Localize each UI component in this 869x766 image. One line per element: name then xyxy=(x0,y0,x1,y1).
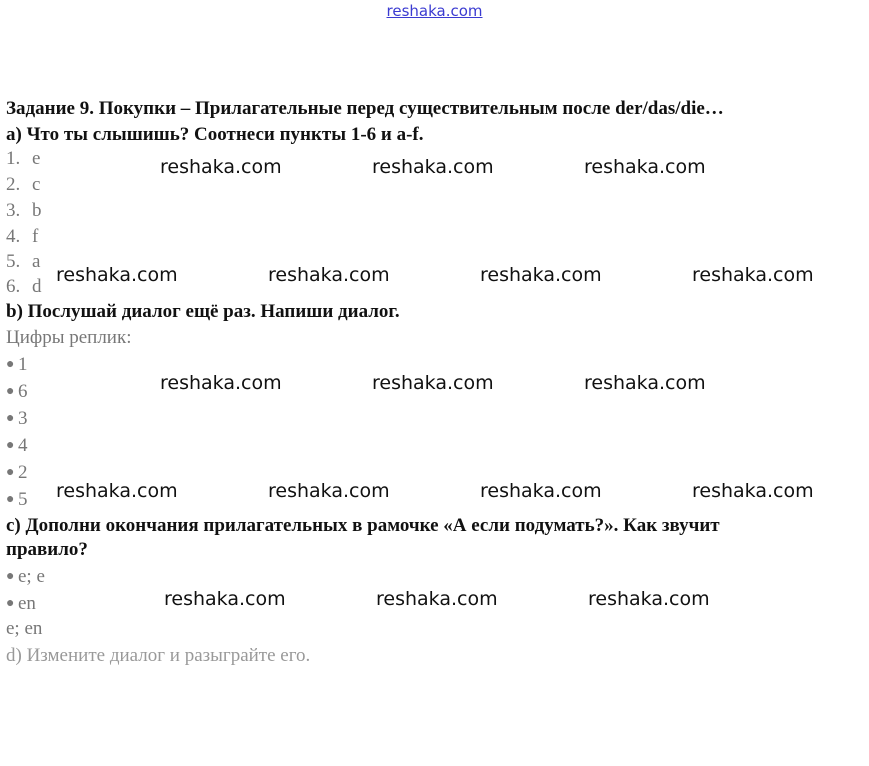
part-b-heading: b) Послушай диалог ещё раз. Напиши диалог. xyxy=(6,301,400,322)
part-c-extra: e; en xyxy=(6,618,43,639)
bullet-item: ● 3 xyxy=(6,408,28,429)
watermark: reshaka.com xyxy=(56,480,178,502)
part-c-heading-cont: правило? xyxy=(6,539,88,560)
answer-item: 2. c xyxy=(6,174,41,195)
site-link[interactable]: reshaka.com xyxy=(386,2,483,20)
watermark: reshaka.com xyxy=(164,588,286,610)
watermark: reshaka.com xyxy=(692,264,814,286)
answer-item: 1. e xyxy=(6,148,41,169)
bullet-item: ● e; e xyxy=(6,566,45,587)
watermark: reshaka.com xyxy=(56,264,178,286)
bullet-item: ● 6 xyxy=(6,381,28,402)
watermark: reshaka.com xyxy=(268,480,390,502)
watermark: reshaka.com xyxy=(584,372,706,394)
watermark: reshaka.com xyxy=(480,480,602,502)
watermark: reshaka.com xyxy=(588,588,710,610)
part-b-subtitle: Цифры реплик: xyxy=(6,327,132,348)
bullet-item: ● 2 xyxy=(6,462,28,483)
part-a-heading: a) Что ты слышишь? Соотнеси пункты 1-6 и a-f. xyxy=(6,124,424,145)
bullet-item: ● 5 xyxy=(6,489,28,510)
watermark: reshaka.com xyxy=(692,480,814,502)
watermark: reshaka.com xyxy=(372,372,494,394)
bullet-item: ● en xyxy=(6,593,36,614)
watermark: reshaka.com xyxy=(268,264,390,286)
part-c-heading: c) Дополни окончания прилагательных в рамочке «А если подумать?». Как звучит xyxy=(6,515,720,536)
answer-item: 4. f xyxy=(6,226,39,247)
watermark: reshaka.com xyxy=(160,156,282,178)
task-title: Задание 9. Покупки – Прилагательные перед существительным после der/das/die… xyxy=(6,98,724,119)
watermark: reshaka.com xyxy=(372,156,494,178)
answer-item: 6. d xyxy=(6,276,42,297)
watermark: reshaka.com xyxy=(376,588,498,610)
watermark: reshaka.com xyxy=(584,156,706,178)
part-d-text: d) Измените диалог и разыграйте его. xyxy=(6,645,311,666)
bullet-item: ● 1 xyxy=(6,354,28,375)
bullet-item: ● 4 xyxy=(6,435,28,456)
answer-item: 3. b xyxy=(6,200,42,221)
watermark: reshaka.com xyxy=(160,372,282,394)
watermark: reshaka.com xyxy=(480,264,602,286)
answer-item: 5. a xyxy=(6,251,41,272)
